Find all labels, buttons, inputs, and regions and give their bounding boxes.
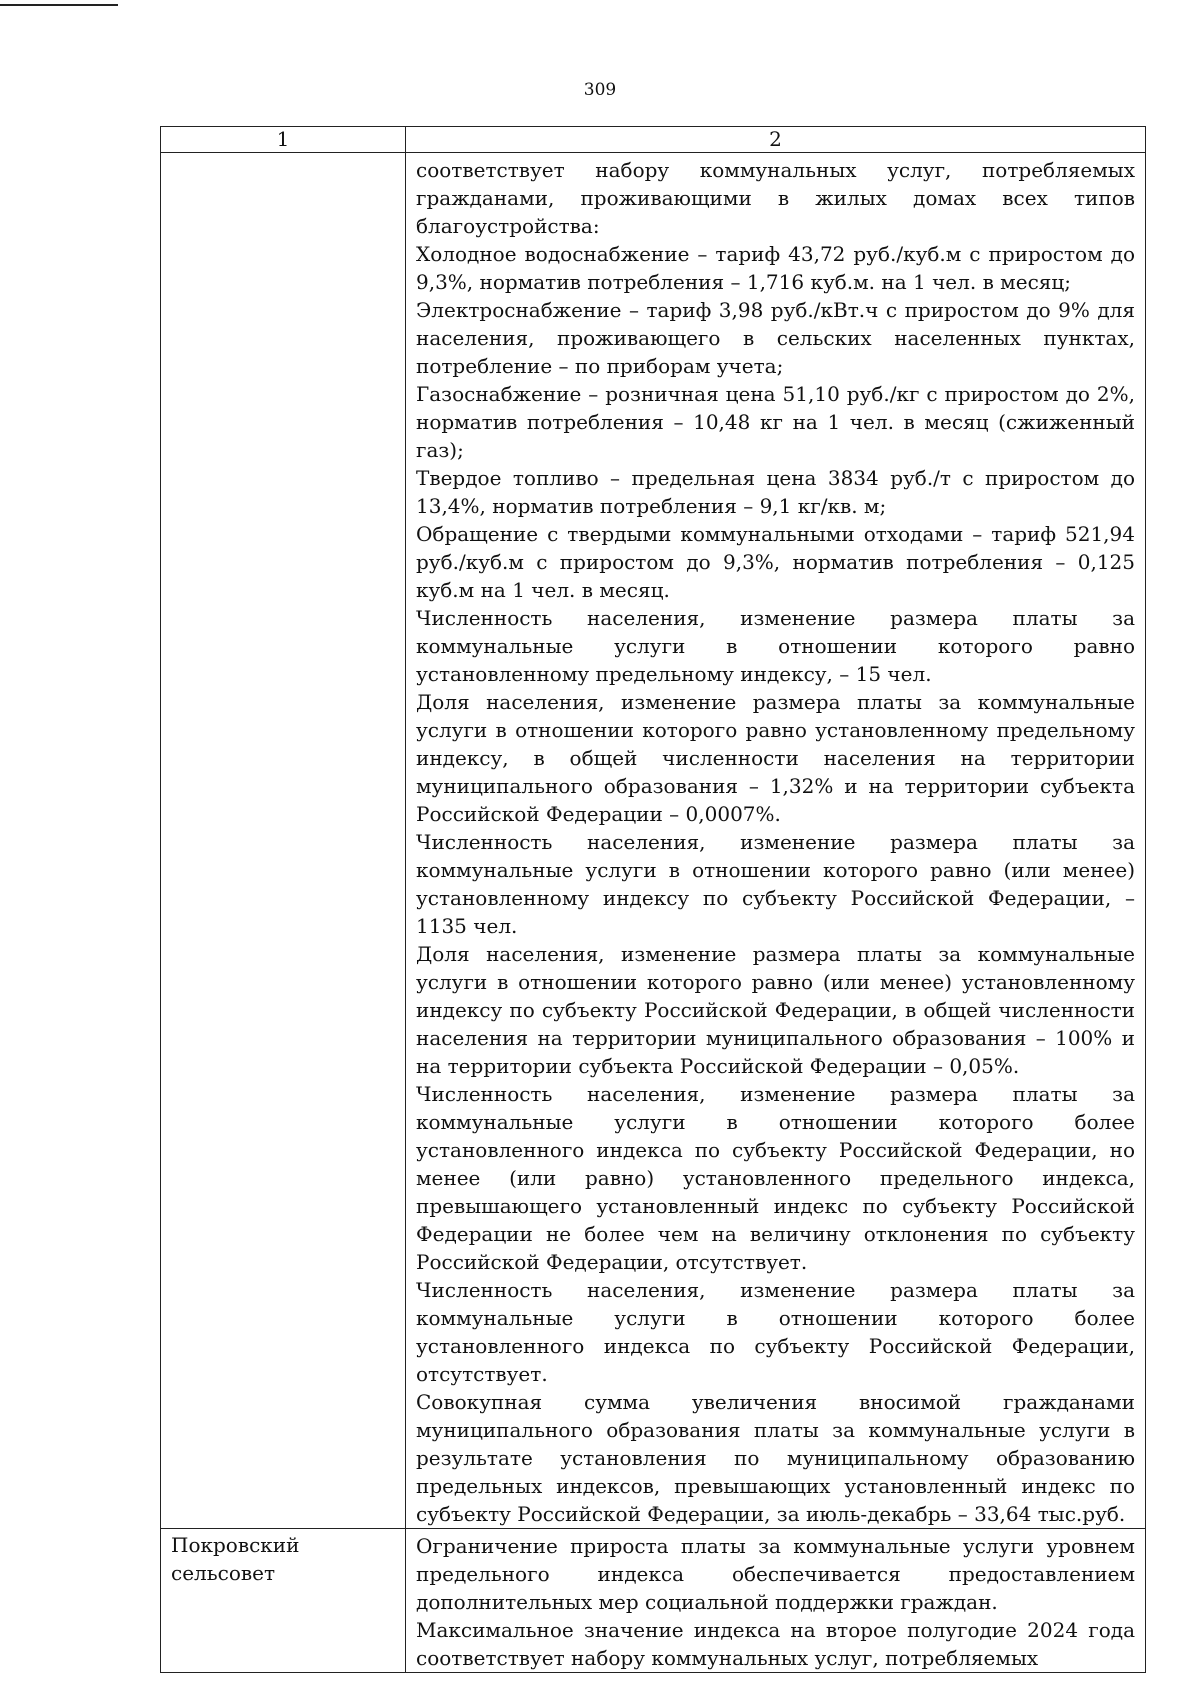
table-header-row [161, 127, 1146, 153]
column-header-2: 2 [406, 127, 1146, 153]
paragraph: Обращение с твердыми коммунальными отходами – тариф 521,94 руб./куб.м с приростом до 9,3%, норматив потребления – 0,125 куб.м на 1 чел. в месяц. [416, 522, 1135, 602]
paragraph: Твердое топливо – предельная цена 3834 руб./т с приростом до 13,4%, норматив потребления – 9,1 кг/кв. м; [416, 466, 1135, 518]
municipality-name: Покровский сельсовет [171, 1533, 300, 1585]
paragraph: Электроснабжение – тариф 3,98 руб./кВт.ч с приростом до 9% для населения, проживающего в сельских населенных пунктах, потребление – по приборам учета; [416, 298, 1135, 378]
page-number: 309 [583, 80, 617, 100]
municipality-name-cell [161, 1529, 406, 1673]
paragraph: Доля населения, изменение размера платы за коммунальные услуги в отношении которого равно установленному предельному индексу, в общей численности населения на территории муниципального образования – 1,32% и на территории субъекта Российской Федерации – 0,0007%. [416, 690, 1135, 826]
scan-corner-mark [0, 4, 118, 6]
paragraph: Численность населения, изменение размера платы за коммунальные услуги в отношении которого равно (или менее) установленному индексу по субъекту Российской Федерации, – 1135 чел. [416, 830, 1135, 938]
paragraph: соответствует набору коммунальных услуг, потребляемых гражданами, проживающими в жилых домах всех типов благоустройства: [416, 158, 1135, 238]
paragraph: Доля населения, изменение размера платы за коммунальные услуги в отношении которого равно (или менее) установленному индексу по субъекту Российской Федерации, в общей численности населения на территории муниципального образования – 100% и на территории субъекта Российской Федерации – 0,05%. [416, 942, 1135, 1078]
table-row [161, 153, 1146, 1529]
description-cell [406, 1529, 1146, 1673]
paragraph: Холодное водоснабжение – тариф 43,72 руб./куб.м с приростом до 9,3%, норматив потребления – 1,716 куб.м. на 1 чел. в месяц; [416, 242, 1135, 294]
paragraph: Газоснабжение – розничная цена 51,10 руб./кг с приростом до 2%, норматив потребления – 10,48 кг на 1 чел. в месяц (сжиженный газ); [416, 382, 1135, 462]
paragraph: Численность населения, изменение размера платы за коммунальные услуги в отношении которого более установленного индекса по субъекту Российской Федерации, но менее (или равно) установленного предельного индекса, превышающего установленный индекс по субъекту Российской Федерации не более чем на величину отклонения по субъекту Российской Федерации, отсутствует. [416, 1082, 1135, 1274]
paragraph: Численность населения, изменение размера платы за коммунальные услуги в отношении которого равно установленному предельному индексу, – 15 чел. [416, 606, 1135, 686]
column-header-1: 1 [161, 127, 406, 153]
table-row [161, 1529, 1146, 1673]
document-table [160, 126, 1146, 1673]
paragraph: Совокупная сумма увеличения вносимой гражданами муниципального образования платы за коммунальные услуги в результате установления по муниципальному образованию предельных индексов, превышающих установленный индекс по субъекту Российской Федерации, за июль-декабрь – 33,64 тыс.руб. [416, 1390, 1135, 1526]
paragraph: Ограничение прироста платы за коммунальные услуги уровнем предельного индекса обеспечивается предоставлением дополнительных мер социальной поддержки граждан. [416, 1534, 1135, 1614]
paragraph: Численность населения, изменение размера платы за коммунальные услуги в отношении которого более установленного индекса по субъекту Российской Федерации, отсутствует. [416, 1278, 1135, 1386]
municipality-name-cell [161, 153, 406, 1529]
paragraph: Максимальное значение индекса на второе полугодие 2024 года соответствует набору коммунальных услуг, потребляемых [416, 1618, 1135, 1670]
description-cell [406, 153, 1146, 1529]
